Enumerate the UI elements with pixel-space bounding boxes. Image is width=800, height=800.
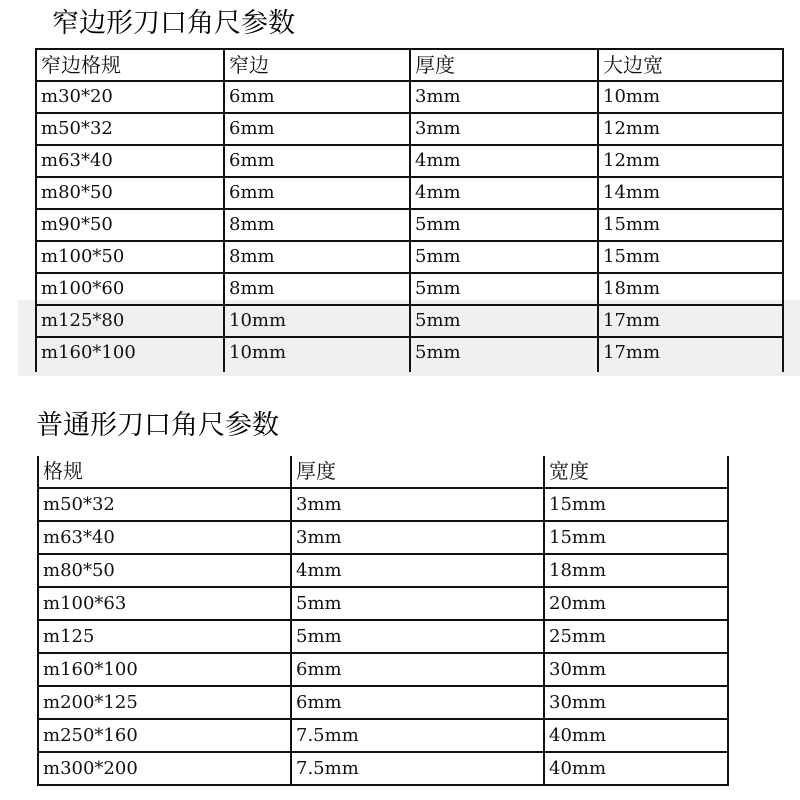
- narrow-table-row: [36, 113, 783, 145]
- standard-table-cell: 3mm: [291, 521, 544, 554]
- narrow-table-cell: 6mm: [224, 113, 410, 145]
- narrow-table-cell: 12mm: [598, 113, 783, 145]
- standard-header-row: [38, 456, 728, 488]
- narrow-table-cell: 17mm: [598, 305, 783, 337]
- standard-table-cell: 15mm: [544, 521, 728, 554]
- narrow-table-row: [36, 337, 783, 368]
- narrow-table-cell: m125*80: [36, 305, 224, 337]
- narrow-header-cell: 窄边格规: [36, 49, 224, 81]
- standard-table-cell: m50*32: [38, 488, 291, 521]
- standard-table-cell: 4mm: [291, 554, 544, 587]
- narrow-table-cell: m160*100: [36, 337, 224, 368]
- standard-table-cell: 7.5mm: [291, 719, 544, 752]
- narrow-table-cell: m100*50: [36, 241, 224, 273]
- narrow-table-cell: 12mm: [598, 145, 783, 177]
- standard-table-cell: m63*40: [38, 521, 291, 554]
- narrow-table-row: [36, 209, 783, 241]
- narrow-header-row: [36, 49, 783, 81]
- narrow-table-empty-cell: [410, 368, 598, 372]
- narrow-table-empty-cell: [598, 368, 783, 372]
- narrow-table-row: [36, 177, 783, 209]
- narrow-table-open-end: [36, 368, 783, 372]
- narrow-table-row: [36, 145, 783, 177]
- standard-table-cell: 20mm: [544, 587, 728, 620]
- standard-table-row: [38, 719, 728, 752]
- standard-table-cell: 7.5mm: [291, 752, 544, 785]
- narrow-header-cell: 厚度: [410, 49, 598, 81]
- narrow-table-cell: 5mm: [410, 209, 598, 241]
- standard-table-cell: m125: [38, 620, 291, 653]
- narrow-table-cell: 5mm: [410, 337, 598, 368]
- narrow-table-cell: m30*20: [36, 81, 224, 113]
- narrow-header-cell: 大边宽: [598, 49, 783, 81]
- narrow-table-cell: 17mm: [598, 337, 783, 368]
- narrow-table-row: [36, 273, 783, 305]
- standard-table-cell: 40mm: [544, 752, 728, 785]
- standard-table-cell: m250*160: [38, 719, 291, 752]
- narrow-table-cell: 15mm: [598, 241, 783, 273]
- narrow-table-cell: 6mm: [224, 177, 410, 209]
- narrow-table-cell: 10mm: [224, 305, 410, 337]
- narrow-table-cell: 5mm: [410, 273, 598, 305]
- standard-table-row: [38, 620, 728, 653]
- narrow-table-cell: 18mm: [598, 273, 783, 305]
- narrow-table-cell: 14mm: [598, 177, 783, 209]
- standard-table-cell: m200*125: [38, 686, 291, 719]
- narrow-table-cell: 6mm: [224, 81, 410, 113]
- narrow-table-empty-cell: [224, 368, 410, 372]
- narrow-table-cell: m100*60: [36, 273, 224, 305]
- narrow-table-cell: 15mm: [598, 209, 783, 241]
- narrow-table-cell: 10mm: [224, 337, 410, 368]
- standard-table-row: [38, 488, 728, 521]
- narrow-table-row: [36, 241, 783, 273]
- narrow-table-cell: m50*32: [36, 113, 224, 145]
- narrow-square-spec-table: [35, 48, 784, 372]
- standard-header-cell: 厚度: [291, 456, 544, 488]
- standard-table-cell: 30mm: [544, 686, 728, 719]
- standard-table-row: [38, 752, 728, 785]
- narrow-table-cell: 8mm: [224, 273, 410, 305]
- standard-table-cell: 18mm: [544, 554, 728, 587]
- narrow-table-cell: 4mm: [410, 177, 598, 209]
- standard-table-cell: m80*50: [38, 554, 291, 587]
- standard-table-row: [38, 521, 728, 554]
- standard-table-cell: 5mm: [291, 587, 544, 620]
- narrow-table-cell: 3mm: [410, 81, 598, 113]
- standard-table-row: [38, 653, 728, 686]
- narrow-table-empty-cell: [36, 368, 224, 372]
- standard-table-row: [38, 587, 728, 620]
- standard-table-row: [38, 686, 728, 719]
- narrow-table-cell: 8mm: [224, 241, 410, 273]
- narrow-table-cell: 4mm: [410, 145, 598, 177]
- standard-table-cell: 25mm: [544, 620, 728, 653]
- standard-table-cell: 40mm: [544, 719, 728, 752]
- standard-square-spec-table: [37, 456, 729, 786]
- standard-table-cell: 6mm: [291, 653, 544, 686]
- standard-square-title: 普通形刀口角尺参数: [36, 410, 279, 441]
- standard-table-cell: 30mm: [544, 653, 728, 686]
- narrow-table-cell: 5mm: [410, 241, 598, 273]
- narrow-table-cell: 5mm: [410, 305, 598, 337]
- narrow-table-row: [36, 81, 783, 113]
- narrow-table-cell: m90*50: [36, 209, 224, 241]
- narrow-table-cell: m63*40: [36, 145, 224, 177]
- standard-header-cell: 格规: [38, 456, 291, 488]
- narrow-table-cell: 8mm: [224, 209, 410, 241]
- narrow-header-cell: 窄边: [224, 49, 410, 81]
- standard-table-cell: 15mm: [544, 488, 728, 521]
- narrow-square-title: 窄边形刀口角尺参数: [52, 8, 295, 39]
- narrow-table-cell: 3mm: [410, 113, 598, 145]
- standard-table-cell: 3mm: [291, 488, 544, 521]
- standard-table-cell: m300*200: [38, 752, 291, 785]
- narrow-table-cell: 6mm: [224, 145, 410, 177]
- narrow-table-cell: 10mm: [598, 81, 783, 113]
- standard-table-cell: m160*100: [38, 653, 291, 686]
- narrow-table-cell: m80*50: [36, 177, 224, 209]
- narrow-table-row: [36, 305, 783, 337]
- standard-table-row: [38, 554, 728, 587]
- standard-table-cell: 5mm: [291, 620, 544, 653]
- standard-table-cell: 6mm: [291, 686, 544, 719]
- standard-table-cell: m100*63: [38, 587, 291, 620]
- standard-header-cell: 宽度: [544, 456, 728, 488]
